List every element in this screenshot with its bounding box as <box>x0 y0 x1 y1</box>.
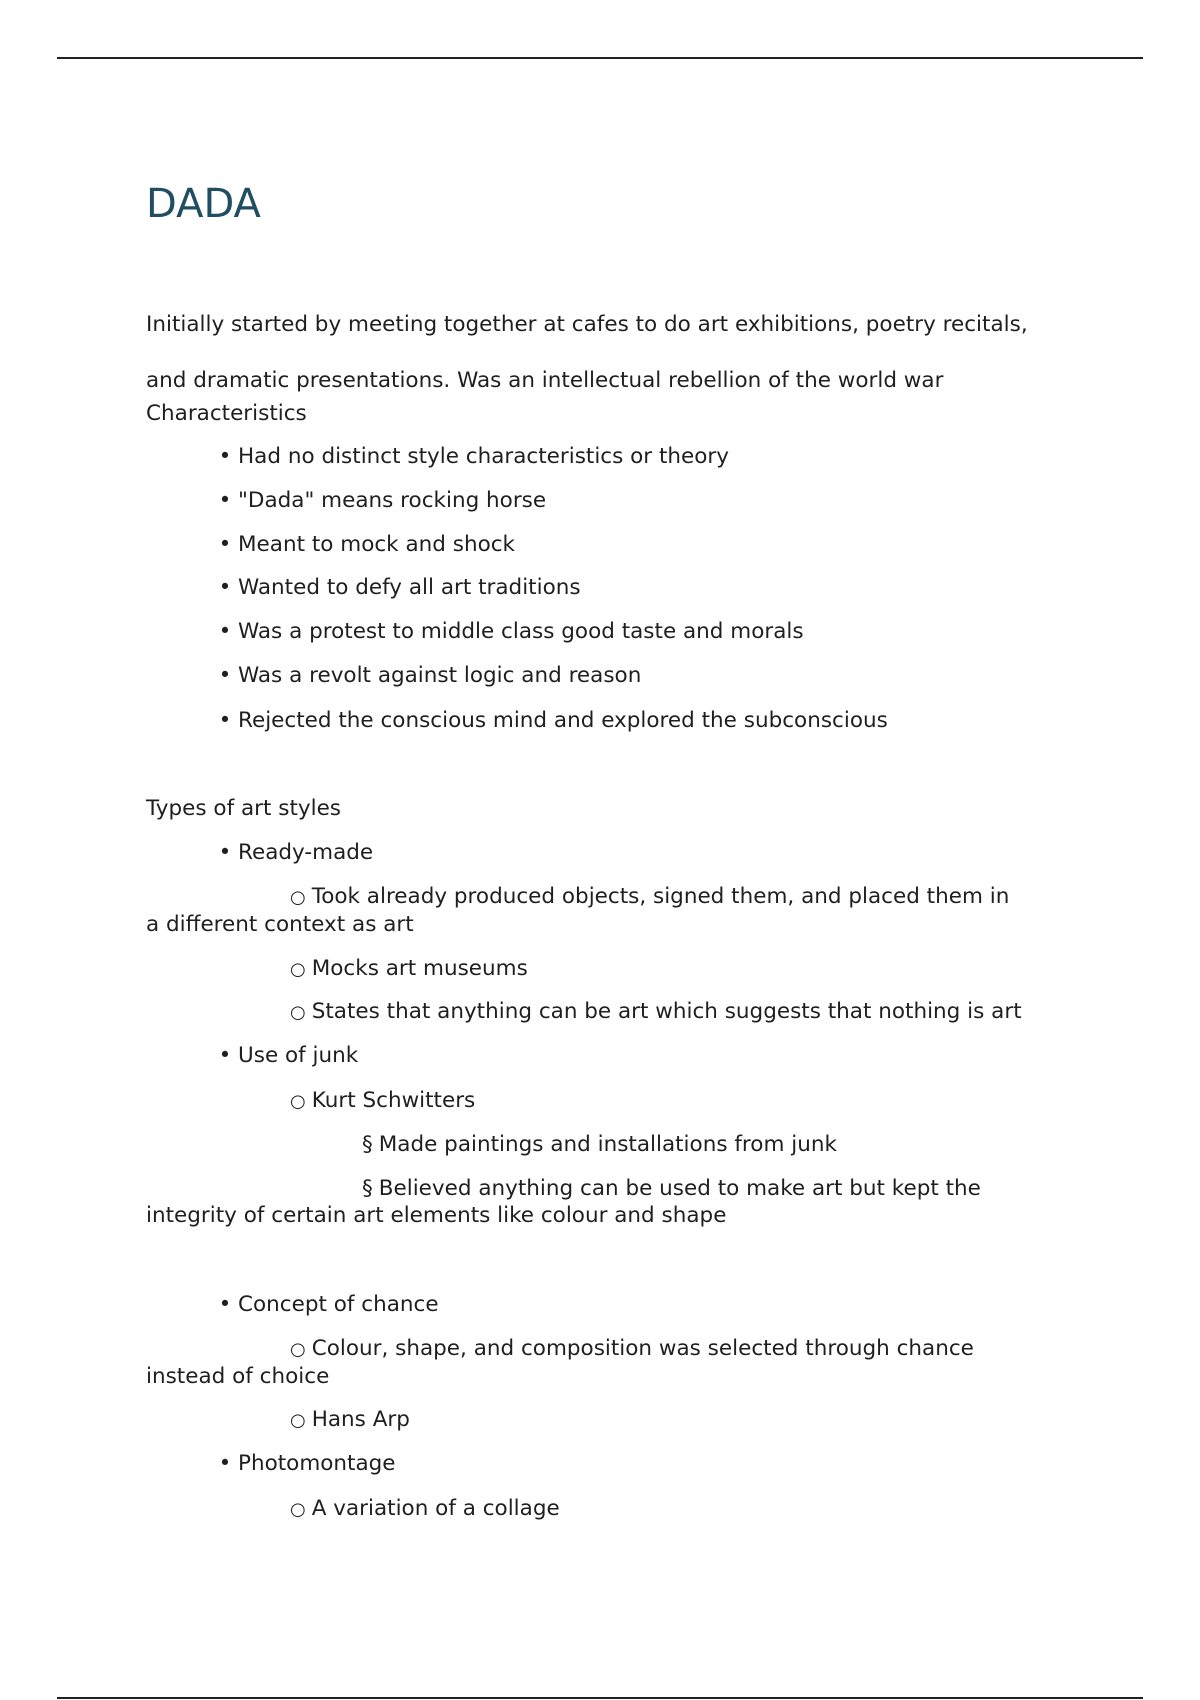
bullet-icon: • <box>218 1292 232 1317</box>
sub-list-item-text: Kurt Schwitters <box>311 1088 476 1113</box>
list-item-text: Ready-made <box>238 840 374 865</box>
top-rule <box>57 57 1143 59</box>
list-item <box>218 531 515 559</box>
sub-list-item-continuation: a different context as art <box>146 912 414 937</box>
sub-sub-list-item-text: Made paintings and installations from junk <box>378 1132 837 1157</box>
list-item <box>218 1042 358 1070</box>
list-item <box>218 839 373 867</box>
bullet-icon: • <box>218 619 232 644</box>
list-item-text: Was a protest to middle class good taste and morals <box>238 619 804 644</box>
circle-bullet-icon: ○ <box>290 1410 306 1431</box>
intro-paragraph <box>146 283 1086 395</box>
list-item <box>218 1450 396 1478</box>
sub-sub-list-item <box>362 1175 981 1203</box>
bullet-icon: • <box>218 575 232 600</box>
sub-sub-list-item-text: Believed anything can be used to make art but kept the <box>378 1176 981 1201</box>
sub-list-item-text: Mocks art museums <box>311 956 528 981</box>
section-mark-icon: § <box>362 1132 373 1157</box>
sub-list-item <box>290 1335 974 1364</box>
list-item <box>218 707 888 735</box>
sub-list-item <box>290 998 1022 1027</box>
list-item <box>218 618 804 646</box>
list-item-text: Use of junk <box>238 1043 359 1068</box>
sub-list-item <box>290 955 528 984</box>
circle-bullet-icon: ○ <box>290 959 306 980</box>
bullet-icon: • <box>218 532 232 557</box>
bullet-icon: • <box>218 708 232 733</box>
list-item-text: "Dada" means rocking horse <box>238 488 547 513</box>
list-item-text: Was a revolt against logic and reason <box>238 663 642 688</box>
list-item-text: Had no distinct style characteristics or theory <box>238 444 729 469</box>
intro-line-1: Initially started by meeting together at cafes to do art exhibitions, poetry recitals, <box>146 312 1028 337</box>
list-item-text: Rejected the conscious mind and explored the subconscious <box>238 708 888 733</box>
bullet-icon: • <box>218 444 232 469</box>
list-item <box>218 487 546 515</box>
art-styles-heading: Types of art styles <box>146 796 342 821</box>
sub-sub-list-item-continuation: integrity of certain art elements like colour and shape <box>146 1203 727 1228</box>
sub-list-item-text: Took already produced objects, signed them, and placed them in <box>311 884 1010 909</box>
circle-bullet-icon: ○ <box>290 1091 306 1112</box>
bottom-rule <box>57 1697 1143 1699</box>
sub-list-item-text: States that anything can be art which suggests that nothing is art <box>311 999 1022 1024</box>
circle-bullet-icon: ○ <box>290 1339 306 1360</box>
list-item <box>218 443 729 471</box>
bullet-icon: • <box>218 1043 232 1068</box>
sub-sub-list-item <box>362 1131 837 1159</box>
list-item <box>218 574 581 602</box>
sub-list-item-text: A variation of a collage <box>311 1496 560 1521</box>
sub-list-item <box>290 1087 475 1116</box>
circle-bullet-icon: ○ <box>290 1002 306 1023</box>
sub-list-item-text: Colour, shape, and composition was selected through chance <box>311 1336 974 1361</box>
list-item <box>218 662 641 690</box>
bullet-icon: • <box>218 1451 232 1476</box>
list-item-text: Concept of chance <box>238 1292 439 1317</box>
sub-list-item <box>290 883 1009 912</box>
bullet-icon: • <box>218 840 232 865</box>
list-item-text: Photomontage <box>238 1451 396 1476</box>
sub-list-item-text: Hans Arp <box>311 1407 410 1432</box>
sub-list-item-continuation: instead of choice <box>146 1364 330 1389</box>
list-item <box>218 1291 439 1319</box>
bullet-icon: • <box>218 663 232 688</box>
page-title: DADA <box>146 181 261 227</box>
sub-list-item <box>290 1406 410 1435</box>
list-item-text: Meant to mock and shock <box>238 532 516 557</box>
bullet-icon: • <box>218 488 232 513</box>
circle-bullet-icon: ○ <box>290 887 306 908</box>
characteristics-heading: Characteristics <box>146 401 307 426</box>
section-mark-icon: § <box>362 1176 373 1201</box>
list-item-text: Wanted to defy all art traditions <box>238 575 581 600</box>
circle-bullet-icon: ○ <box>290 1499 306 1520</box>
sub-list-item <box>290 1495 560 1524</box>
intro-line-2: and dramatic presentations. Was an intellectual rebellion of the world war <box>146 368 944 393</box>
